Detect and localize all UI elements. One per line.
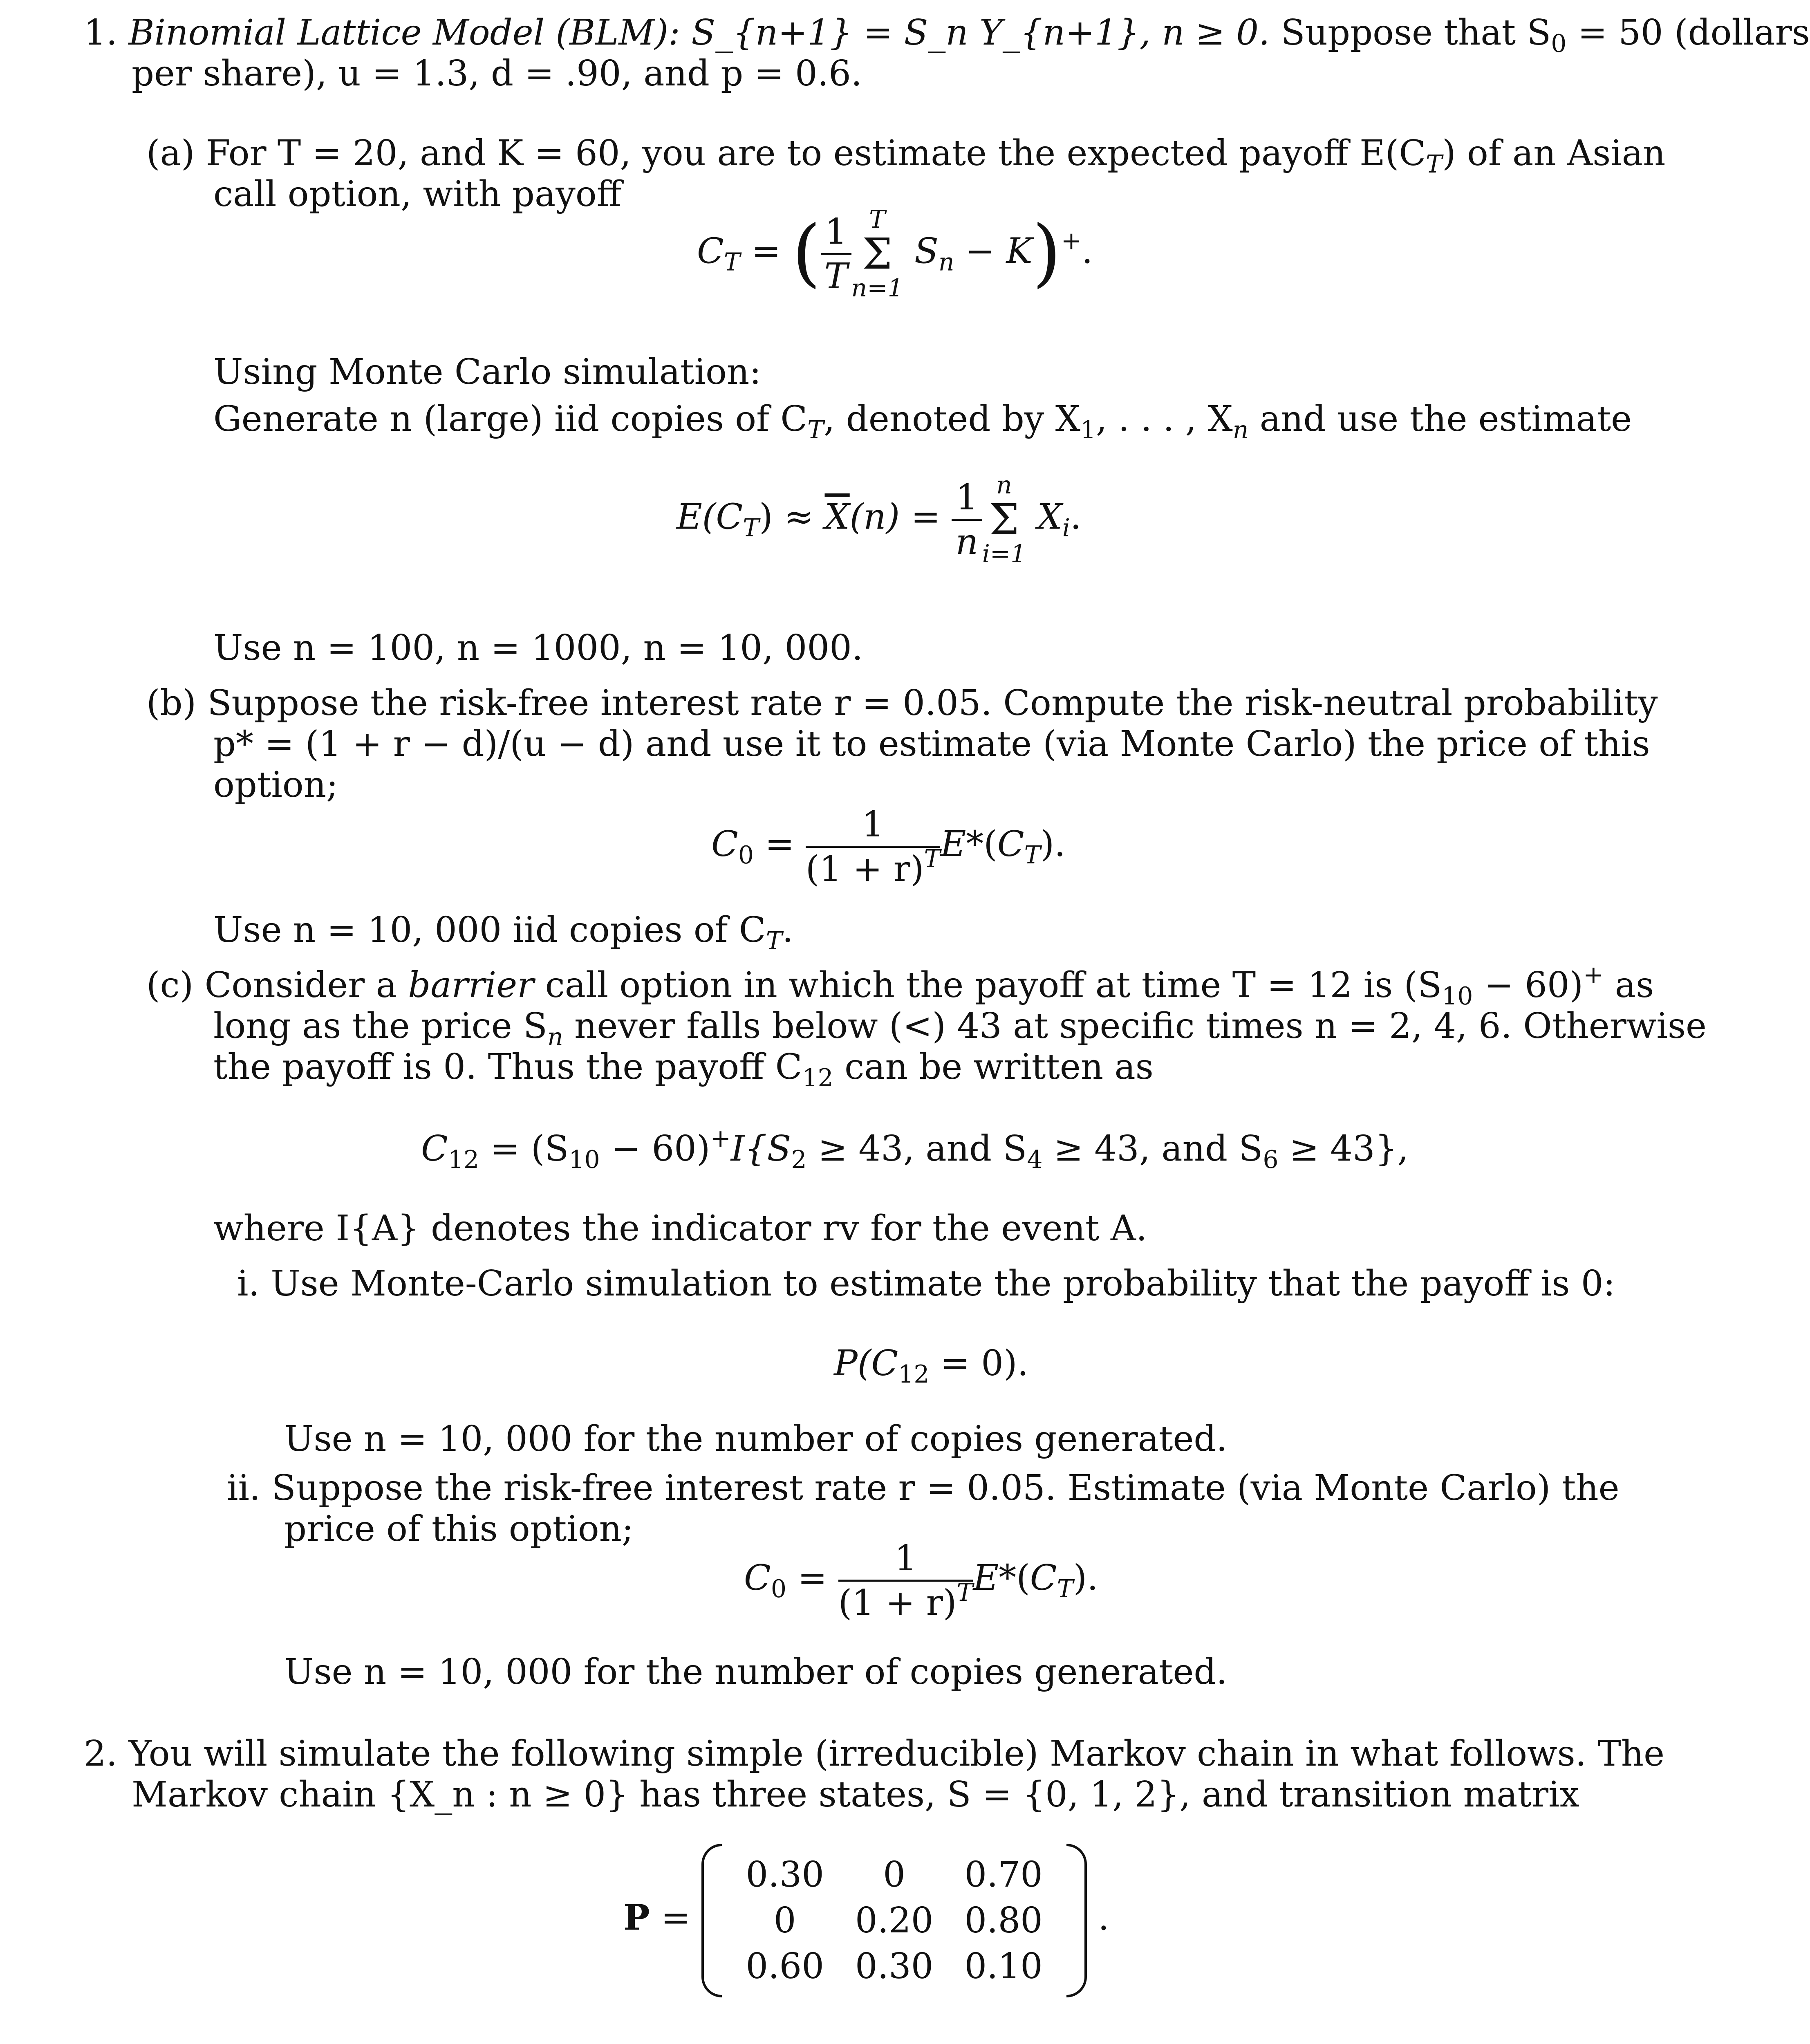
part-c-ii-use-line: Use n = 10, 000 for the number of copies generated. — [284, 1652, 1228, 1692]
matrix-cell: 0 — [883, 1854, 905, 1895]
part-c-ii-label: ii. — [227, 1468, 261, 1508]
part-b-line-3: option; — [213, 764, 338, 805]
part-c-label: (c) — [146, 965, 194, 1006]
matrix-cell: 0.20 — [855, 1900, 934, 1941]
problem-1-title: Binomial Lattice Model (BLM): — [128, 12, 680, 53]
part-b-line-2: p* = (1 + r − d)/(u − d) and use it to estimate (via Monte Carlo) the price of this — [213, 724, 1650, 764]
matrix-cell: 0.10 — [964, 1946, 1043, 1987]
matrix-right-bracket — [1066, 1844, 1087, 1997]
transition-matrix-equation: P = 0.30 0 0.70 0 0.20 0.80 0.60 0.30 0.10 . — [623, 1852, 1109, 1989]
problem-1-model-equation: S_{n+1} = S_n Y_{n+1}, n ≥ 0. — [691, 12, 1270, 53]
part-a-mc-heading: Using Monte Carlo simulation: — [213, 352, 762, 392]
part-a-label: (a) — [146, 133, 195, 174]
part-c-ii-price-equation: $C_0$ = $\frac{1}{(1 + r)^T}$ $E*(C_T)$. — [744, 1538, 1098, 1623]
part-c-i-use-line: Use n = 10, 000 for the number of copies generated. — [284, 1419, 1228, 1459]
part-c-ii-line-2: price of this option; — [284, 1508, 634, 1549]
problem-2-line-1: 2. You will simulate the following simple (irreducible) Markov chain in what follows. The — [84, 1733, 1665, 1774]
part-b-price-equation: $C_0$ = $\frac{1}{(1 + r)^T}$ $E*(C_T)$. — [711, 804, 1066, 890]
matrix-cell: 0 — [773, 1900, 796, 1941]
part-a-line-1: (a) For T = 20, and K = 60, you are to estimate the expected payoff $E(C_T)$ of an Asian — [146, 133, 1666, 179]
part-b-line-1: (b) Suppose the risk-free interest rate r = 0.05. Compute the risk-neutral probability — [146, 683, 1658, 724]
transition-matrix — [701, 1852, 1086, 1989]
part-a-line-2: call option, with payoff — [213, 174, 622, 215]
problem-1-line-2: per share), u = 1.3, d = .90, and p = 0.6. — [132, 53, 862, 94]
matrix-cell: 0.60 — [746, 1946, 824, 1987]
matrix-cell: 0.30 — [855, 1946, 934, 1987]
part-c-i-label: i. — [237, 1263, 260, 1304]
matrix-cell: 0.80 — [964, 1900, 1043, 1941]
matrix-left-bracket — [701, 1844, 722, 1997]
part-c-line-1: (c) Consider a barrier call option in which the payoff at time T = 12 is $(S_{10} - 60)^+$ as — [146, 961, 1654, 1011]
matrix-row — [730, 1852, 1058, 1898]
part-c-line-2: long as the price $S_n$ never falls below (<) 43 at specific times n = 2, 4, 6. Otherwise — [213, 1006, 1707, 1051]
problem-1-number: 1. — [84, 12, 118, 53]
problem-2-number: 2. — [84, 1733, 118, 1774]
part-b-use-line: Use n = 10, 000 iid copies of $C_T$. — [213, 910, 793, 955]
problem-1-given-text: Suppose that S — [1270, 12, 1551, 53]
problem-1-given-value: = 50 (dollars — [1566, 12, 1810, 53]
part-a-use-line: Use n = 100, n = 1000, n = 10, 000. — [213, 628, 863, 668]
matrix-label: P — [623, 1897, 650, 1939]
summation-symbol: T Σ n=1 — [851, 205, 903, 303]
matrix-cell: 0.30 — [746, 1854, 824, 1895]
part-c-i-line-1: i. Use Monte-Carlo simulation to estimate the probability that the payoff is 0: — [237, 1263, 1615, 1304]
matrix-row — [730, 1943, 1058, 1989]
probability-equation: $P(C_{12} = 0)$. — [834, 1343, 1028, 1389]
matrix-row — [730, 1898, 1058, 1943]
part-b-label: (b) — [146, 683, 197, 724]
monte-carlo-estimate-equation: $E(C_T) \approx \overline{X}(n)$ = $\frac{1}{n}$ n Σ i=1 $X_i$. — [677, 471, 1082, 568]
part-c-ii-line-1: ii. Suppose the risk-free interest rate r = 0.05. Estimate (via Monte Carlo) the — [227, 1468, 1620, 1508]
part-c-line-3: the payoff is 0. Thus the payoff $C_{12}$ can be written as — [213, 1047, 1154, 1092]
part-c-where-line: where I{A} denotes the indicator rv for the event A. — [213, 1208, 1147, 1249]
barrier-payoff-equation: $C_{12} = (S_{10} - 60)^+I\{S_2 \ge 43$, and $S_4 \ge 43$, and $S_6 \ge 43$}, — [421, 1124, 1409, 1174]
problem-1-line-1: 1. Binomial Lattice Model (BLM): S_{n+1} = S_n Y_{n+1}, n ≥ 0. Suppose that $S_0 = 50$ (dollars — [84, 12, 1810, 58]
summation-symbol: n Σ i=1 — [982, 471, 1026, 568]
matrix-cell: 0.70 — [964, 1854, 1043, 1895]
problem-2-line-2: Markov chain {X_n : n ≥ 0} has three states, S = {0, 1, 2}, and transition matrix — [132, 1774, 1580, 1815]
asian-payoff-equation: $C_T$ = ( $\frac{1}{T}$ T Σ n=1 $S_n - K)^+$. — [697, 205, 1093, 303]
part-a-mc-line: Generate n (large) iid copies of $C_T$, denoted by $X_1$, . . . , $X_n$ and use the estimate — [213, 399, 1632, 444]
